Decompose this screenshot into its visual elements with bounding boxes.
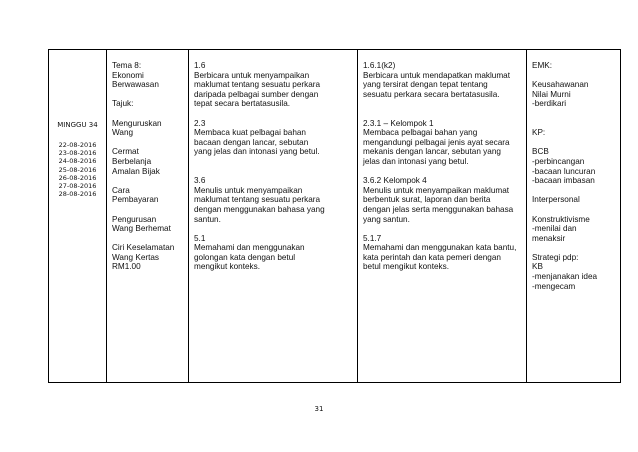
date-item: 22-08-2016 [58,141,97,149]
topic-line: Wang Berhemat [112,224,171,234]
standard-line: bacaan dengan lancar, sebutan [194,137,309,147]
kp-item: -perbincangan [532,156,585,166]
tajuk-label: Tajuk: [112,99,134,109]
standard-code: 5.1.7 [363,233,382,243]
standard-line: sesuatu perkara secara bertatasusila. [363,89,500,99]
date-item: 27-08-2016 [58,182,97,191]
kp-label: KP: [532,128,546,138]
kp-item: -bacaan imbasan [532,176,595,186]
standard-line: Berbicara untuk mendapatkan maklumat [363,70,510,80]
standard-line: santun. [194,214,221,224]
standard-line: Membaca pelbagai bahan yang [363,128,478,138]
emk-item: Nilai Murni [532,89,571,99]
standard-line: yang santun. [363,214,410,224]
standard-code: 2.3 [194,118,206,128]
standard-line: daripada pelbagai sumber dengan [194,89,319,99]
standard-line: yang jelas dan intonasi yang betul. [194,147,320,157]
standard-line: mengandungi pelbagai jenis ayat secara [363,137,510,147]
topic-line: Pengurusan [112,214,157,224]
standard-line: Memahami dan menggunakan [194,243,305,253]
topic-line: Amalan Bijak [112,166,160,176]
date-item: 24-08-2016 [58,157,97,166]
standard-line: tepat secara bertatasusila. [194,99,291,109]
standard-code: 1.6 [194,61,206,70]
topic-line: Berbelanja [112,156,152,166]
standard-line: Menulis untuk menyampaikan maklumat [363,185,510,195]
table-row [49,50,621,383]
konstruktivisme-line: Konstruktivisme [532,214,590,224]
topic-line: Pembayaran [112,195,159,205]
standard-line: betul mengikut konteks. [363,262,450,272]
topic-line: RM1.00 [112,262,141,272]
topic-line: Cara [112,185,130,195]
standard-line: Memahami dan menggunakan kata bantu, [363,243,517,253]
content-standard-cell [189,50,358,383]
standard-line: dengan jelas serta menggunakan bahasa [363,204,514,214]
standard-line: Menulis untuk menyampaikan [194,185,303,195]
konstruktivisme-line: menaksir [532,233,566,243]
standard-line: jelas dan intonasi yang betul. [363,156,469,166]
standard-block [194,176,352,224]
kp-item: -bacaan luncuran [532,166,596,176]
week-label: MINGGU 34 [57,121,98,129]
lesson-plan-table [48,49,621,383]
standard-block [363,234,521,272]
strategy-line: Strategi pdp: [532,252,579,262]
date-item: 28-08-2016 [58,190,97,199]
emk-cell [527,50,621,383]
standard-line: dengan menggunakan bahasa yang [194,204,325,214]
konstruktivisme-line: -menilai dan [532,224,577,234]
date-item: 26-08-2016 [58,173,97,182]
learning-standard-cell [358,50,527,383]
standard-block [363,119,521,167]
topic-line: Menguruskan [112,118,162,128]
week-dates [54,141,101,198]
standard-block [363,61,521,99]
standard-line: berbentuk surat, laporan dan berita [363,195,491,205]
week-cell [49,50,107,383]
standard-code: 2.3.1 – Kelompok 1 [363,118,434,128]
theme-cell [107,50,189,383]
theme-line: Ekonomi [112,70,144,80]
standard-block [363,176,521,224]
strategy-line: KB [532,262,543,272]
standard-block [194,119,352,157]
topic-line: Cermat [112,147,139,157]
emk-label: EMK: [532,61,553,70]
theme-line: Tema 8: [112,61,142,70]
standard-line: yang tersirat dengan tepat tentang [363,80,488,90]
kp-item: BCB [532,147,549,157]
standard-code: 3.6 [194,176,206,186]
emk-item: Keusahawanan [532,80,589,90]
standard-line: Membaca kuat pelbagai bahan [194,128,306,138]
standard-line: mekanis dengan lancar, sebutan yang [363,147,501,157]
strategy-line: -menjanakan idea [532,272,598,282]
standard-line: kata perintah dan kata pemeri dengan [363,252,501,262]
topic-line: Ciri Keselamatan [112,243,175,253]
standard-block [194,61,352,109]
standard-code: 3.6.2 Kelompok 4 [363,176,427,186]
interpersonal-label: Interpersonal [532,195,580,205]
standard-block [194,234,352,272]
standard-line: mengikut konteks. [194,262,260,272]
page-number: 31 [314,405,324,413]
standard-line: maklumat tentang sesuatu perkara [194,195,321,205]
topic-line: Wang [112,128,134,138]
topic-line: Wang Kertas [112,252,160,262]
date-item: 25-08-2016 [58,165,97,174]
strategy-line: -mengecam [532,281,576,291]
standard-line: Berbicara untuk menyampaikan [194,70,310,80]
date-item: 23-08-2016 [58,149,97,158]
standard-code: 5.1 [194,233,206,243]
standard-code: 1.6.1(k2) [363,61,396,70]
emk-item: -berdikari [532,99,567,109]
theme-line: Berwawasan [112,80,159,90]
standard-line: maklumat tentang sesuatu perkara [194,80,321,90]
standard-line: golongan kata dengan betul [194,252,296,262]
